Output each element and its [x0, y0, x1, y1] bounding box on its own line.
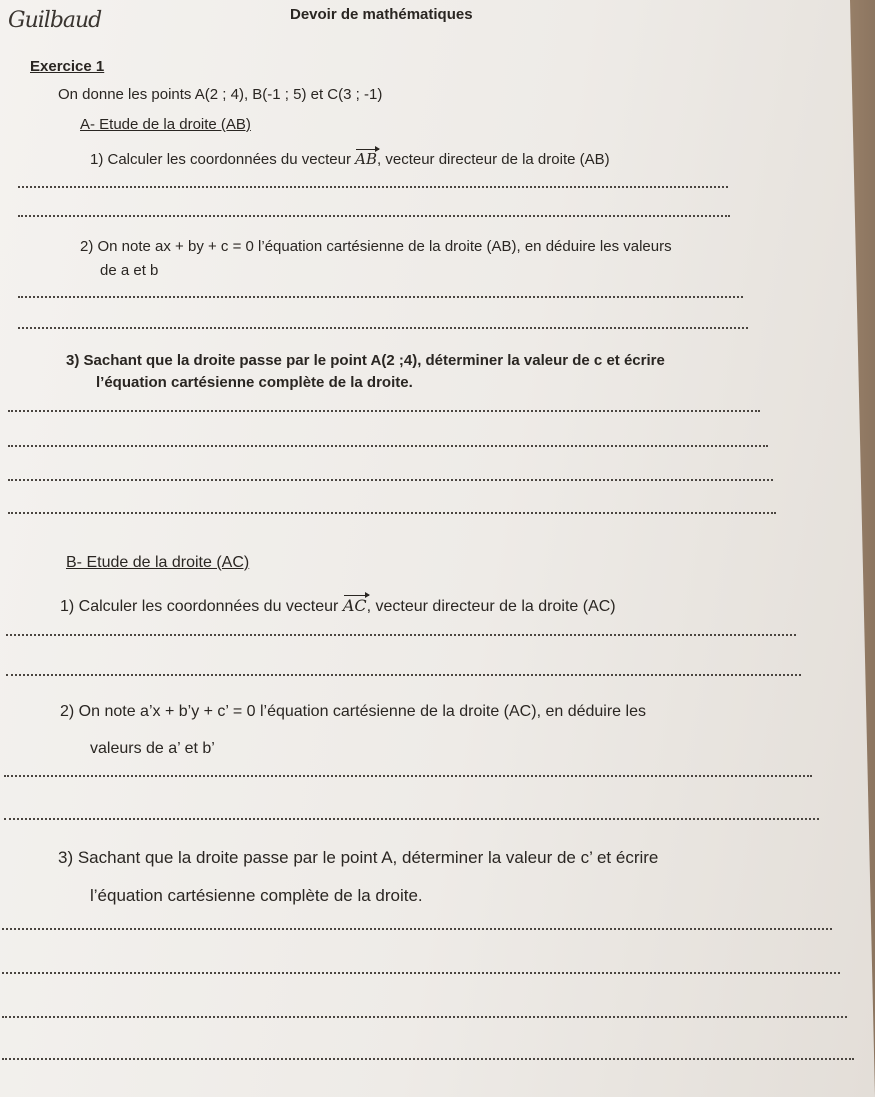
- part-b-question-3-line-2: l’équation cartésienne complète de la droite.: [90, 886, 423, 905]
- vector-ac: AC: [342, 596, 367, 615]
- answer-line: [18, 296, 743, 298]
- part-b-heading: B- Etude de la droite (AC): [66, 554, 250, 571]
- answer-line: [6, 674, 801, 676]
- answer-line: [2, 1016, 847, 1018]
- answer-line: [2, 928, 832, 930]
- part-a-heading: A- Etude de la droite (AB): [80, 116, 251, 133]
- part-a-question-2-line-1: 2) On note ax + by + c = 0 l’équation cartésienne de la droite (AB), en déduire les valeurs: [80, 238, 672, 255]
- part-a-question-3-line-2: l’équation cartésienne complète de la droite.: [96, 374, 413, 391]
- answer-line: [4, 775, 812, 777]
- answer-line: [2, 1058, 854, 1060]
- exercise-title: Exercice 1: [30, 58, 105, 75]
- handwritten-name: Guilbaud: [8, 8, 102, 33]
- answer-line: [18, 186, 728, 188]
- answer-line: [18, 215, 730, 217]
- answer-line: [18, 327, 748, 329]
- answer-line: [8, 512, 776, 514]
- part-b-question-2-line-2: valeurs de a’ et b’: [90, 740, 215, 757]
- answer-line: [8, 410, 760, 412]
- answer-line: [2, 972, 840, 974]
- intro-text: On donne les points A(2 ; 4), B(-1 ; 5) et C(3 ; -1): [58, 86, 383, 103]
- part-a-question-2-line-2: de a et b: [100, 262, 159, 279]
- vector-ab: AB: [355, 150, 378, 168]
- part-a-question-3-line-1: 3) Sachant que la droite passe par le point A(2 ;4), déterminer la valeur de c et écrire: [66, 352, 665, 369]
- answer-line: [8, 445, 768, 447]
- page-title: Devoir de mathématiques: [290, 6, 473, 23]
- part-b-question-3-line-1: 3) Sachant que la droite passe par le point A, déterminer la valeur de c’ et écrire: [58, 848, 659, 867]
- answer-line: [8, 479, 773, 481]
- answer-line: [4, 818, 819, 820]
- part-b-question-2-line-1: 2) On note a’x + b’y + c’ = 0 l’équation cartésienne de la droite (AC), en déduire les: [60, 703, 646, 720]
- part-a-question-1: 1) Calculer les coordonnées du vecteur AB, vecteur directeur de la droite (AB): [90, 150, 610, 168]
- part-b-question-1: 1) Calculer les coordonnées du vecteur AC, vecteur directeur de la droite (AC): [60, 596, 616, 615]
- answer-line: [6, 634, 796, 636]
